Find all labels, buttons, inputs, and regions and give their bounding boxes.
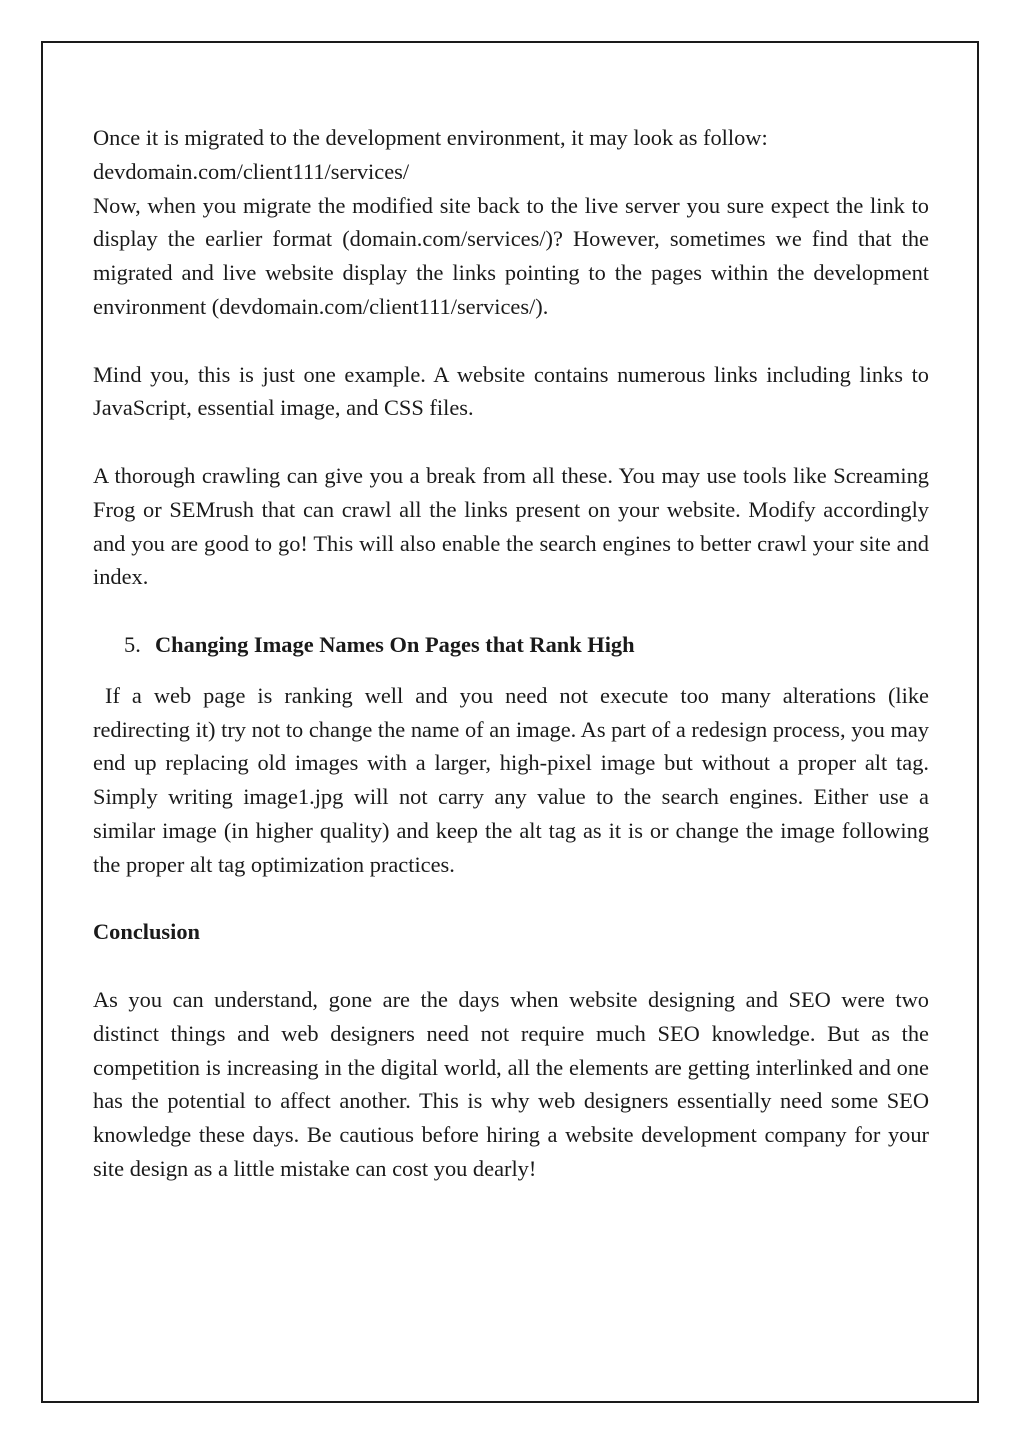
spacer bbox=[93, 662, 929, 679]
conclusion-heading: Conclusion bbox=[93, 919, 201, 945]
paragraph-example: Mind you, this is just one example. A website contains numerous links including links to JavaScript, essential image, and CSS files. bbox=[93, 361, 929, 421]
paragraph-image-names-text: If a web page is ranking well and you need not execute too many alterations (like redirecting it) try not to change the name of an image. As part of a redesign process, you may end up replacing old images with a larger, high-pixel image but without a proper alt tag. Simply writing image1.jpg will not carry any value to the search engines. Either use a similar image (in higher quality) and keep the alt tag as it is or change the image following the proper alt tag optimization practices. bbox=[93, 682, 929, 877]
dev-url-line: devdomain.com/client111/services/ bbox=[93, 158, 410, 184]
spacer bbox=[93, 949, 929, 983]
paragraph-conclusion: As you can understand, gone are the days when website designing and SEO were two distinct things and web designers need not require much SEO knowledge. But as the competition is increasing in the digital world, all the elements are getting interlinked and one has the potential to affect another. This is why web designers essentially need some SEO knowledge these days. Be cautious before hiring a website development company for your site design as a little mistake can cost you dearly! bbox=[93, 986, 929, 1181]
spacer bbox=[93, 425, 929, 459]
spacer bbox=[93, 594, 929, 628]
document-body bbox=[93, 121, 929, 1186]
intro-line: Once it is migrated to the development environment, it may look as follow: bbox=[93, 125, 768, 150]
paragraph-image-names bbox=[93, 679, 929, 882]
section-5-number: 5. bbox=[124, 631, 141, 657]
spacer bbox=[93, 882, 929, 916]
section-5-heading bbox=[93, 628, 929, 662]
spacer bbox=[93, 324, 929, 358]
section-5-title: Changing Image Names On Pages that Rank High bbox=[155, 631, 635, 657]
paragraph-migration: Now, when you migrate the modified site back to the live server you sure expect the link to display the earlier format (domain.com/services/)? However, sometimes we find that the migrated and live website display the links pointing to the pages within the development environment (devdomain.com/client111/services/). bbox=[93, 192, 929, 319]
paragraph-crawling: A thorough crawling can give you a break from all these. You may use tools like Screaming Frog or SEMrush that can crawl all the links present on your website. Modify accordingly and you are good to go! This will also enable the search engines to better crawl your site and index. bbox=[93, 462, 929, 590]
